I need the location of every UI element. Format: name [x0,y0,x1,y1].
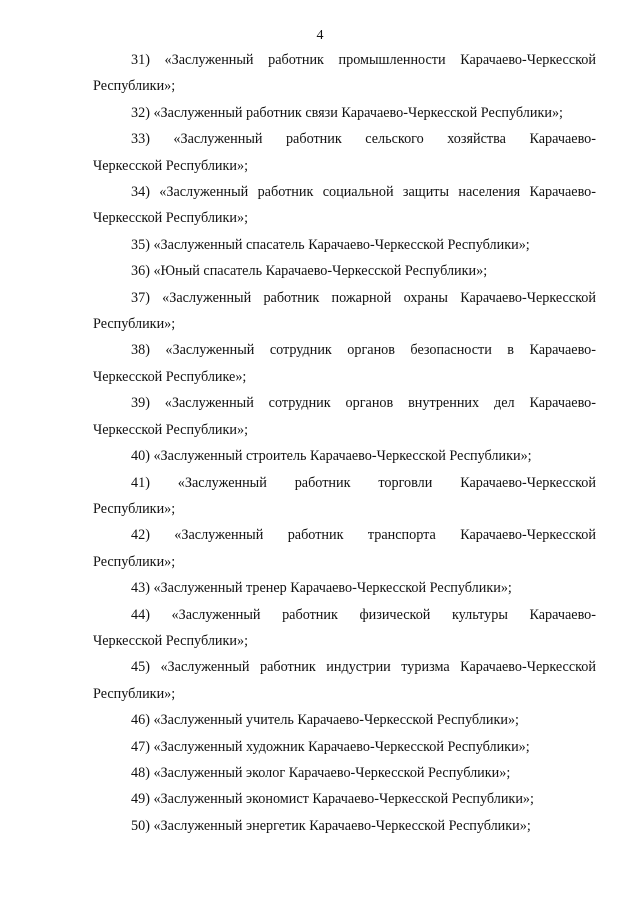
list-item-text: 33) «Заслуженный работник сельского хозяйства Карачаево- [131,131,596,148]
list-item-text: 36) «Юный спасатель Карачаево-Черкесской Республики»; [131,263,488,280]
list-item [93,786,596,812]
list-item [93,734,596,760]
list-item [93,100,596,126]
list-item-continuation: Черкесской Республики»; [93,210,249,227]
list-item-text: 41) «Заслуженный работник торговли Карачаево-Черкесской [131,474,596,491]
list-item-text: 34) «Заслуженный работник социальной защиты населения Карачаево- [131,184,596,201]
document-body [93,47,596,839]
list-item [93,654,596,707]
list-item-continuation: Республики»; [93,685,176,702]
list-item [93,126,596,179]
list-item [93,390,596,443]
list-item-text: 39) «Заслуженный сотрудник органов внутренних дел Карачаево- [131,395,596,412]
list-item [93,760,596,786]
list-item-continuation: Республики»; [93,500,176,517]
list-item-text: 49) «Заслуженный экономист Карачаево-Черкесской Республики»; [131,791,534,808]
list-item [93,575,596,601]
list-item [93,47,596,100]
list-item-continuation: Республики»; [93,553,176,570]
list-item [93,707,596,733]
list-item-text: 32) «Заслуженный работник связи Карачаево-Черкесской Республики»; [131,104,563,121]
list-item-text: 38) «Заслуженный сотрудник органов безопасности в Карачаево- [131,342,596,359]
list-item-text: 42) «Заслуженный работник транспорта Карачаево-Черкесской [131,527,596,544]
list-item-text: 40) «Заслуженный строитель Карачаево-Черкесской Республики»; [131,448,532,465]
list-item [93,258,596,284]
list-item [93,285,596,338]
list-item-text: 48) «Заслуженный эколог Карачаево-Черкесской Республики»; [131,764,511,781]
list-item-continuation: Черкесской Республики»; [93,421,249,438]
list-item [93,443,596,469]
list-item-text: 37) «Заслуженный работник пожарной охраны Карачаево-Черкесской [131,289,596,306]
list-item-text: 44) «Заслуженный работник физической культуры Карачаево- [131,606,596,623]
list-item-text: 50) «Заслуженный энергетик Карачаево-Черкесской Республики»; [131,817,531,834]
list-item [93,337,596,390]
list-item-text: 43) «Заслуженный тренер Карачаево-Черкесской Республики»; [131,580,512,597]
page-number: 4 [316,28,324,43]
list-item-text: 45) «Заслуженный работник индустрии туризма Карачаево-Черкесской [131,659,596,676]
list-item-continuation: Республики»; [93,316,176,333]
list-item-continuation: Черкесской Республики»; [93,632,249,649]
list-item-continuation: Республики»; [93,78,176,95]
list-item-text: 35) «Заслуженный спасатель Карачаево-Черкесской Республики»; [131,236,530,253]
list-item [93,232,596,258]
list-item-continuation: Черкесской Республики»; [93,157,249,174]
list-item [93,522,596,575]
list-item-text: 31) «Заслуженный работник промышленности Карачаево-Черкесской [131,52,596,68]
list-item [93,470,596,523]
list-item [93,813,596,839]
list-item [93,179,596,232]
list-item [93,602,596,655]
list-item-text: 47) «Заслуженный художник Карачаево-Черкесской Республики»; [131,738,530,755]
list-item-text: 46) «Заслуженный учитель Карачаево-Черкесской Республики»; [131,712,519,729]
list-item-continuation: Черкесской Республике»; [93,368,247,385]
